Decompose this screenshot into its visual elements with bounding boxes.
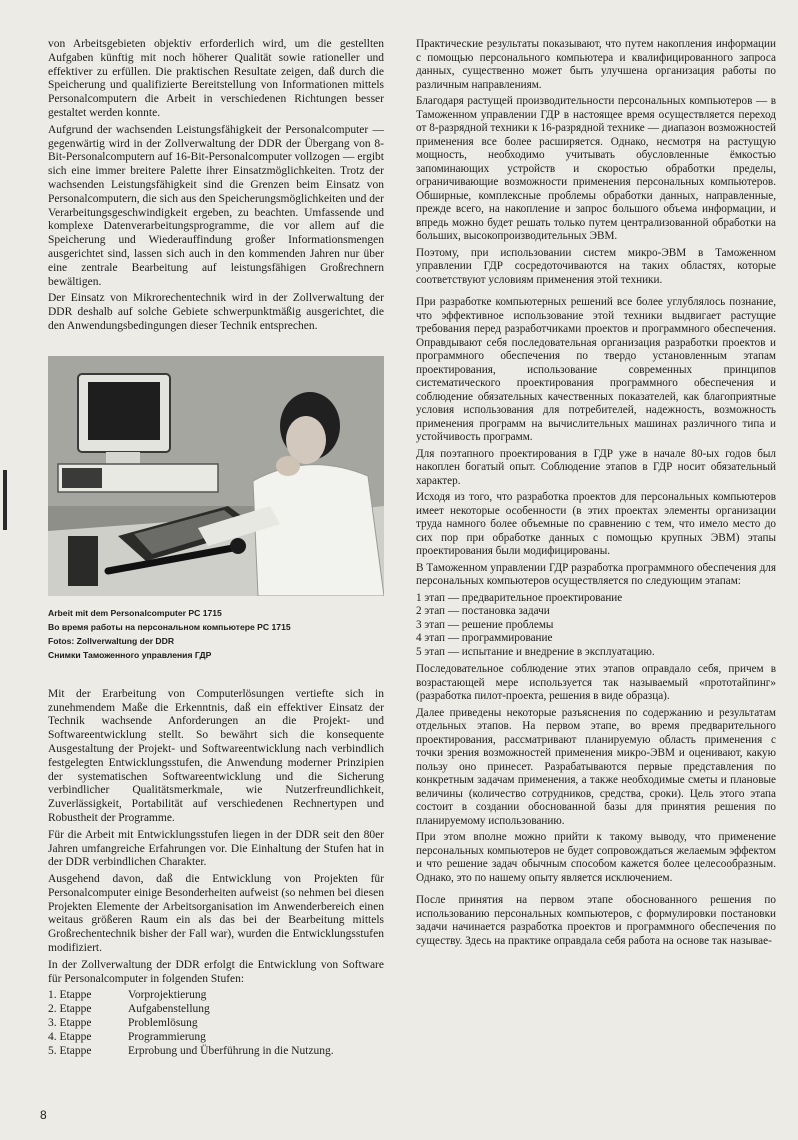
photo-credit-german: Fotos: Zollverwaltung der DDR — [48, 635, 175, 646]
stage-list-german — [48, 989, 384, 1058]
left-paragraph: In der Zollverwaltung der DDR erfolgt die Entwicklung von Software für Personalcomputer in folgenden Stufen: — [48, 958, 384, 985]
stage-item: 1 этап — предварительное проектирование — [416, 591, 623, 604]
right-paragraph: После принятия на первом этапе обоснованного решения по использованию персональных компьютеров, с формулировки постановки задачи начинается разработка проектов и программного обеспечения по существу. Здесь на практике оправдала себя работа на основе так называе- — [416, 894, 776, 947]
stage-number: 5. Etappe — [48, 1044, 92, 1057]
photo-illustration — [48, 356, 384, 596]
stage-list-russian — [416, 592, 776, 660]
left-paragraph: Ausgehend davon, daß die Entwicklung von Projekten für Personalcomputer einige Besonderheiten aufweist (so nehmen bei diesen Projekten Elemente der Arbeitsorganisation im Anwenderbereich einen weitaus größeren Raum ein als das bei der Bearbeitung mittels Großrechentechnik bisher der Fall war), wurden die Entwicklungsstufen modifiziert. — [48, 873, 384, 955]
right-paragraph: Поэтому, при использовании систем микро-ЭВМ в Таможенном управлении ГДР сосредоточиваются на таких областях, которые соответствуют условиям применения этой техники. — [416, 246, 776, 286]
right-paragraph: В Таможенном управлении ГДР разработка программного обеспечения для персональных компьютеров осуществляется по следующим этапам: — [416, 561, 776, 587]
photo-credit-russian: Снимки Таможенного управления ГДР — [48, 649, 212, 660]
right-paragraph: При этом вполне можно прийти к такому выводу, что применение персональных компьютеров не будет сопровождаться желаемым эффектом и что решение задач обычным способом кажется более целесообразным. Однако, это по нашему опыту является исключением. — [416, 831, 776, 884]
right-paragraph: При разработке компьютерных решений все более углублялось познание, что эффективное использование этой техники выдвигает растущие требования перед разработчиками проектов и программного обеспечения. Оправдывают себя последовательная организация разработки проектов и программного обеспечения по твердо установленным этапам проектирования, использование современных принципов систематического проектирования программного обеспечения и соблюдение обязательных качественных показателей, как благоприятные условия использования для потребителей, надежность, возможность применения программ на вычислительных машинах различного типа и устойчивость программ. — [416, 296, 776, 443]
stage-label: Programmierung — [128, 1030, 206, 1043]
binding-mark — [3, 470, 7, 530]
stage-label: Problemlösung — [128, 1017, 198, 1030]
right-paragraph: Исходя из того, что разработка проектов для персональных компьютеров имеет некоторые особенности (в этих проектах элементы организации труда намного более объемные по сравнению с тем, что имело место до сих пор при обработке данных с помощью крупных ЭВМ) этапы проектирования были модифицированы. — [416, 491, 776, 557]
stage-item: 2 этап — постановка задачи — [416, 605, 550, 617]
right-paragraph: Благодаря растущей производительности персональных компьютеров — в Таможенном управлении ГДР в настоящее время осуществляется переход от 8-разрядной техники к 16-разрядной технике — диапазон возможностей применения все более расширяется. Однако, несмотря на растущую мощность, необходимо учитывать обусловленные ёмкостью запоминающих устройств и скоростью обработки пределы, ограничивающие возможности применения персональных компьютеров. Обширные, комплексные проблемы обработки данных, направленные, прежде всего, на накопление и запрос большого объема информации, и впредь можно будет решать только путем централизованной обработки на больших, высокопроизводительных ЭВМ. — [416, 95, 776, 242]
photo-caption-german: Arbeit mit dem Personalcomputer PC 1715 — [48, 607, 222, 618]
stage-label: Erprobung und Überführung in die Nutzung. — [128, 1044, 334, 1057]
stage-number: 3. Etappe — [48, 1017, 92, 1030]
right-paragraph: Для поэтапного проектирования в ГДР уже в начале 80-ых годов был накоплен богатый опыт. Соблюдение этапов в ГДР носит обязательный характер. — [416, 447, 776, 487]
stage-item: 4 этап — программирование — [416, 632, 553, 644]
photo-person-at-computer — [48, 356, 384, 596]
stage-number: 1. Etappe — [48, 989, 92, 1002]
stage-item — [48, 1017, 384, 1031]
stage-item: 5 этап — испытание и внедрение в эксплуатацию. — [416, 645, 655, 658]
stage-label: Aufgabenstellung — [128, 1003, 210, 1016]
left-column — [48, 38, 384, 1058]
left-paragraph: von Arbeitsgebieten objektiv erforderlich wird, um die gestellten Aufgaben künftig mit noch höherer Qualität sowie rationeller und effektiver zu erfüllen. Die praktischen Resultate zeigen, daß durch die Speicherung und qualifizierte Bereitstellung von Informationen mittels Personalcomputern die Arbeit in verschiedenen Richtungen besser gestaltet werden konnte. — [48, 38, 384, 119]
right-column — [416, 38, 776, 951]
stage-item — [48, 1003, 384, 1017]
stage-item — [48, 1031, 384, 1045]
stage-label: Vorprojektierung — [128, 989, 207, 1002]
stage-item — [48, 1045, 384, 1059]
photo-caption-russian: Во время работы на персональном компьютере PC 1715 — [48, 621, 291, 632]
left-paragraph: Aufgrund der wachsenden Leistungsfähigkeit der Personalcomputer — gegenwärtig wird in der Zollverwaltung der DDR der Übergang von 8-Bit-Personalcomputern auf 16-Bit-Personalcomputer vollzogen — ergibt sich eine immer breitere Palette ihrer Einsatzmöglichkeiten. Trotz der wachsenden Leistungsfähigkeit sind die Grenzen beim Einsatz von Personalcomputern, die sich aus den Speicherungsmöglichkeiten und der Verarbeitungsgeschwindigkeit ergeben, zu beachten. Umfassende und komplexe Datenverarbeitungsprogramme, die vor allem auf die Speicherung und Wiederauffindung großer Informationsmengen ausgerichtet sind, lassen sich auch in den kommenden Jahren nur über eine zentrale Bearbeitung auf leistungsfähigen Großrechnern bewältigen. — [48, 123, 384, 288]
stage-number: 4. Etappe — [48, 1030, 92, 1043]
stage-number: 2. Etappe — [48, 1003, 92, 1016]
left-paragraph: Der Einsatz von Mikrorechentechnik wird in der Zollverwaltung der DDR deshalb auf solche Gebiete schwerpunktmäßig ausgerichtet, die den Anwendungsbedingungen dieser Technik entsprechen. — [48, 292, 384, 332]
stage-item: 3 этап — решение проблемы — [416, 618, 554, 631]
page-number: 8 — [40, 1108, 47, 1122]
left-paragraph: Mit der Erarbeitung von Computerlösungen vertiefte sich in zunehmendem Maße die Erkenntnis, daß ein effektiver Einsatz der Technik wachsende Anforderungen an die Projekt- und Softwareentwicklung stellt. So bewährt sich die konsequente Ausgestaltung der Projekt- und Softwareentwicklung nach verbindlich festgelegten Entwicklungsstufen, die Anwendung moderner Prinzipien der systematischen Softwareentwicklung und die Sicherung verbindlicher Qualitätsmerkmale, wie Nutzerfreundlichkeit, Zuverlässigkeit, Portabilität auf verschiedenen Rechnertypen und Robustheit der Programme. — [48, 687, 384, 824]
left-paragraph: Für die Arbeit mit Entwicklungsstufen liegen in der DDR seit den 80er Jahren umfangreiche Erfahrungen vor. Die Einhaltung der Stufen hat in der DDR verbindlichen Charakter. — [48, 828, 384, 869]
right-paragraph: Далее приведены некоторые разъяснения по содержанию и результатам отдельных этапов. На первом этапе, во время предварительного проектирования, рассматривают планируемую область применения с точки зрения возможностей применения микро-ЭВМ и оценивают, какую пользу оно принесет. Разрабатываются первые представления по конкретным задачам применения, а также необходимые сметы и плановые величины (количество сотрудников, средства, сроки). Цель этого этапа состоит в создании обоснованной базы для принятия решения по планируемому использованию. — [416, 706, 776, 827]
right-paragraph: Практические результаты показывают, что путем накопления информации с помощью персонального компьютера и квалифицированного запроса данных, существенно может быть улучшена организация работы по различным направлениям. — [416, 38, 776, 91]
right-paragraph: Последовательное соблюдение этих этапов оправдало себя, причем в возрастающей мере используется так называемый «прототайпинг» (разработка пилот-проекта, решения в виде образца). — [416, 663, 776, 702]
stage-item — [48, 989, 384, 1003]
